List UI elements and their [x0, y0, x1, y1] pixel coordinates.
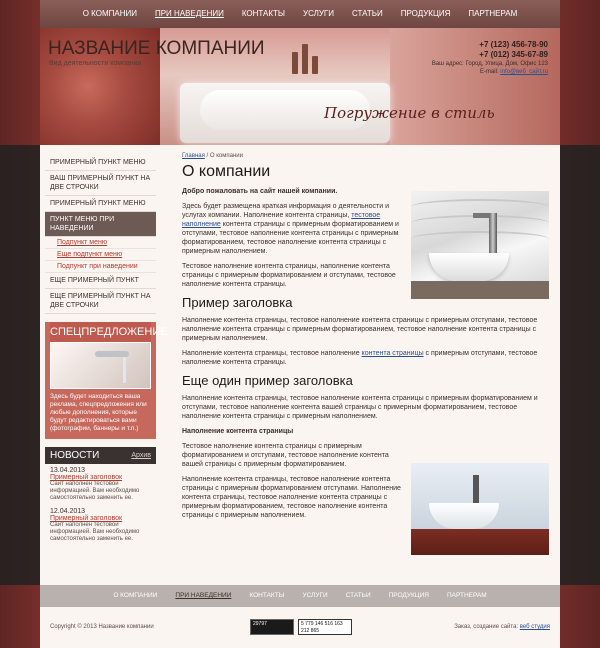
news-item-link[interactable]: Примерный заголовок: [50, 515, 123, 522]
bottles-image: [288, 34, 338, 74]
paragraph-2: Тестовое наполнение контента страницы, наполнение контента страницы с примерным форматированием и отступами, тестовое наполнение контента страницы.: [182, 263, 396, 288]
header: [40, 28, 560, 145]
news-date: 12.04.2013: [50, 508, 86, 515]
news-date: 13.04.2013: [50, 467, 86, 474]
faucet-image: [50, 342, 151, 389]
footer-nav: [40, 585, 560, 607]
content: [182, 153, 550, 526]
inline-link[interactable]: тестовое наполнение: [182, 212, 381, 228]
footer-nav-hover[interactable]: ПРИ НАВЕДЕНИИ: [175, 592, 232, 599]
footer-nav-about[interactable]: О КОМПАНИИ: [113, 592, 158, 599]
news-title: НОВОСТИ: [50, 450, 100, 461]
nav-item-articles[interactable]: СТАТЬИ: [352, 9, 383, 18]
news-archive-link[interactable]: Архив: [131, 452, 151, 459]
paragraph-7: Наполнение контента страницы, тестовое наполнение контента страницы с примерным форматированием отступами. Наполнение контента страницы, тестовое наполнение контента страницы с примерным форматированием, тестовое наполнение контента страницы с примерным наполнением.: [182, 476, 401, 519]
nav-item-products[interactable]: ПРОДУКЦИЯ: [400, 9, 451, 18]
footer: [40, 607, 560, 648]
paragraph-4: Наполнение контента страницы, тестовое наполнение контента страницы с примерным отступами, тестовое наполнение контента страницы.: [182, 350, 538, 366]
welcome-text: Добро пожаловать на сайт нашей компании.: [182, 188, 338, 195]
special-offer[interactable]: [45, 322, 168, 439]
sink-photo: [411, 191, 549, 299]
company-activity: Вид деятельности компании: [49, 60, 142, 67]
paragraph-5: Наполнение контента страницы, тестовое наполнение контента страницы с примерным форматированием и отступами, тестовое наполнение контента вашей страницы с примерным форматированием, тестовое наполнение контента страницы с примерным наполнением.: [182, 395, 538, 420]
email-label: E-mail:: [479, 69, 499, 75]
email-link[interactable]: info@веб_сайт.ru: [500, 69, 548, 75]
basin-photo: [411, 463, 549, 555]
paragraph-3: Наполнение контента страницы, тестовое наполнение контента страницы с примерным отступами, тестовое наполнение контента страницы с примерным форматированием, тестовое наполнение контента страницы с примерным наполнением.: [182, 317, 538, 342]
copyright: Copyright © 2013 Название компании: [50, 624, 154, 630]
slogan: Погружение в стиль: [324, 104, 495, 122]
nav-item-partners[interactable]: ПАРТНЕРАМ: [468, 9, 518, 18]
company-name[interactable]: НАЗВАНИЕ КОМПАНИИ: [48, 38, 265, 59]
news-item-link[interactable]: Примерный заголовок: [50, 474, 123, 481]
sub-heading: Наполнение контента страницы: [182, 428, 294, 435]
footer-nav-contacts[interactable]: КОНТАКТЫ: [249, 592, 285, 599]
section-heading-2: Еще один пример заголовка: [182, 373, 353, 388]
breadcrumb: [182, 153, 550, 159]
news-text: Сайт наполнен тестовой информацией. Вам необходимо самостоятельно заменить ее.: [50, 522, 140, 542]
nav-item-services[interactable]: УСЛУГИ: [303, 9, 335, 18]
counters: [250, 619, 352, 635]
phone-secondary: +7 (012) 345-67-89: [479, 50, 548, 59]
sidebar-item-5[interactable]: ЕЩЕ ПРИМЕРНЫЙ ПУНКТ НА ДВЕ СТРОЧКИ: [45, 289, 156, 314]
breadcrumb-current: О компании: [209, 153, 243, 159]
main-body: [40, 145, 560, 585]
sidebar-item-2[interactable]: ВАШ ПРИМЕРНЫЙ ПУНКТ НА ДВЕ СТРОЧКИ: [45, 171, 156, 196]
submenu-item-1[interactable]: Подпункт меню: [45, 237, 156, 249]
contact-block: [432, 40, 548, 76]
breadcrumb-home[interactable]: Главная: [182, 153, 205, 159]
visit-counter[interactable]: 29797: [250, 619, 294, 635]
breadcrumb-separator: /: [204, 153, 210, 159]
address: Ваш адрес: Город, Улица, Дом, Офис 123: [431, 61, 548, 67]
sidebar-item-3[interactable]: ПРИМЕРНЫЙ ПУНКТ МЕНЮ: [45, 196, 156, 212]
footer-nav-products[interactable]: ПРОДУКЦИЯ: [388, 592, 429, 599]
special-offer-title: СПЕЦПРЕДЛОЖЕНИЕ: [50, 322, 151, 342]
nav-item-hover[interactable]: ПРИ НАВЕДЕНИИ: [154, 9, 224, 18]
news-item: [45, 464, 156, 505]
phone-primary: +7 (123) 456-78-90: [479, 40, 548, 49]
news-header: [45, 447, 156, 464]
developer-credit: Заказ, создание сайта: веб студия: [454, 624, 550, 630]
nav-item-contacts[interactable]: КОНТАКТЫ: [241, 9, 285, 18]
email-line: [432, 68, 548, 76]
paragraph-6: Тестовое наполнение контента страницы с примерным форматированием и отступами, тестовое наполнение контента вашей страницы с примерным форматированием.: [182, 443, 389, 468]
top-nav: [40, 0, 560, 28]
stats-counter[interactable]: 5 779 146 516 163 212 865: [298, 619, 352, 635]
news-text: Сайт наполнен тестовой информацией. Вам необходимо самостоятельно заменить ее.: [50, 481, 140, 501]
footer-nav-partners[interactable]: ПАРТНЕРАМ: [446, 592, 487, 599]
section-heading-1: Пример заголовка: [182, 295, 293, 310]
sidebar-submenu: [45, 237, 156, 273]
page-title: О компании: [182, 163, 271, 180]
footer-nav-services[interactable]: УСЛУГИ: [302, 592, 328, 599]
sub-section: [182, 427, 404, 520]
nav-item-about[interactable]: О КОМПАНИИ: [82, 9, 137, 18]
sidebar-item-1[interactable]: ПРИМЕРНЫЙ ПУНКТ МЕНЮ: [45, 155, 156, 171]
sidebar: [45, 155, 168, 546]
sidebar-item-hover[interactable]: ПУНКТ МЕНЮ ПРИ НАВЕДЕНИИ: [45, 212, 156, 237]
footer-nav-articles[interactable]: СТАТЬИ: [345, 592, 371, 599]
developer-link[interactable]: веб студия: [519, 624, 550, 630]
sidebar-item-4[interactable]: ЕЩЕ ПРИМЕРНЫЙ ПУНКТ: [45, 273, 156, 289]
special-offer-text: Здесь будет находиться ваша реклама, спецпредложения или любые дополнения, которые будут редактироваться вами (фотографии, баннеры и т.п.): [50, 393, 147, 432]
inline-link[interactable]: контента страницы: [361, 350, 424, 357]
submenu-item-hover[interactable]: Подпункт при наведении: [45, 261, 156, 273]
news-item: [45, 505, 156, 546]
paragraph-1: Здесь будет размещена краткая информация о деятельности и услугах компании. Наполнение контента страницы, тестовое наполнение контента страницы с примерным форматированием и отступами, тестовое наполнение контента страницы с примерным форматированием, тестовое наполнение контента страницы с примерным наполнением.: [182, 203, 399, 255]
intro-text: [182, 187, 404, 289]
submenu-item-2[interactable]: Еще подпункт меню: [45, 249, 156, 261]
news-block: [45, 447, 156, 546]
